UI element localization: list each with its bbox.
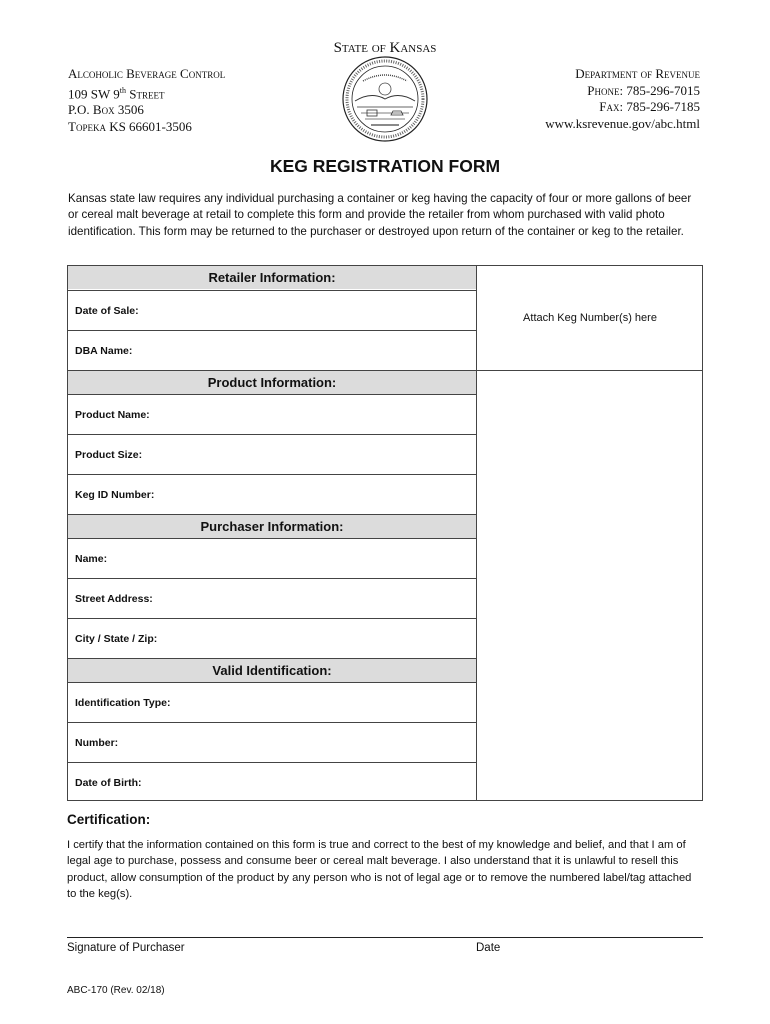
- street-address-label: Street Address:: [75, 593, 153, 605]
- po-box: P.O. Box 3506: [68, 102, 144, 118]
- dba-name-label: DBA Name:: [75, 345, 133, 357]
- signature-line: [67, 937, 703, 938]
- date-of-birth-label: Date of Birth:: [75, 777, 142, 789]
- agency-name: Alcoholic Beverage Control: [68, 66, 226, 81]
- id-number-label: Number:: [75, 737, 119, 749]
- kansas-state-seal: [341, 55, 429, 143]
- section-retailer-heading: Retailer Information:: [68, 266, 476, 289]
- street-address: 109 SW 9th Street: [68, 85, 165, 101]
- identification-type-label: Identification Type:: [75, 697, 171, 709]
- department-contact: [545, 66, 700, 132]
- agency-address: [68, 66, 225, 135]
- section-purchaser-heading: Purchaser Information:: [68, 515, 476, 538]
- keg-id-label: Keg ID Number:: [75, 489, 155, 501]
- certification-text: I certify that the information contained on this form is true and correct to the best of my knowledge and belief, and that I am of legal age to purchase, possess and consume beer or cereal malt beverage. I also understand that it is unlawful to resell this product, allow consumption of the product by any person who is not of legal age or to remove the numbered label/tag attached to the keg(s).: [67, 839, 692, 901]
- department-name: Department of Revenue: [575, 66, 700, 81]
- section-product-heading: Product Information:: [68, 371, 476, 394]
- section-identification-heading: Valid Identification:: [68, 659, 476, 682]
- phone-number: Phone: 785-296-7015: [587, 82, 700, 98]
- state-title: State of Kansas: [333, 40, 437, 56]
- city-line: Topeka KS 66601-3506: [68, 118, 192, 134]
- certification-heading: Certification:: [67, 812, 151, 827]
- fax-number: Fax: 785-296-7185: [599, 99, 700, 114]
- registration-table: [67, 265, 703, 801]
- date-of-sale-label: Date of Sale:: [75, 305, 139, 317]
- form-title: KEG REGISTRATION FORM: [269, 156, 501, 176]
- purchaser-name-label: Name:: [75, 553, 108, 565]
- signature-label: Signature of Purchaser: [67, 942, 185, 954]
- website-link[interactable]: www.ksrevenue.gov/abc.html: [545, 115, 700, 131]
- date-label: Date: [476, 942, 501, 954]
- city-state-zip-label: City / State / Zip:: [75, 633, 158, 645]
- intro-paragraph: Kansas state law requires any individual purchasing a container or keg having the capacity of four or more gallons of beer or cereal malt beverage at retail to complete this form and provide the retailer from whom purchased with valid photo identification. This form may be returned to the purchaser or destroyed upon return of the container or keg to the retailer.: [68, 192, 692, 238]
- form-revision-code: ABC-170 (Rev. 02/18): [67, 985, 165, 996]
- attach-keg-numbers-area: Attach Keg Number(s) here: [523, 312, 657, 324]
- product-size-label: Product Size:: [75, 449, 143, 461]
- product-name-label: Product Name:: [75, 409, 150, 421]
